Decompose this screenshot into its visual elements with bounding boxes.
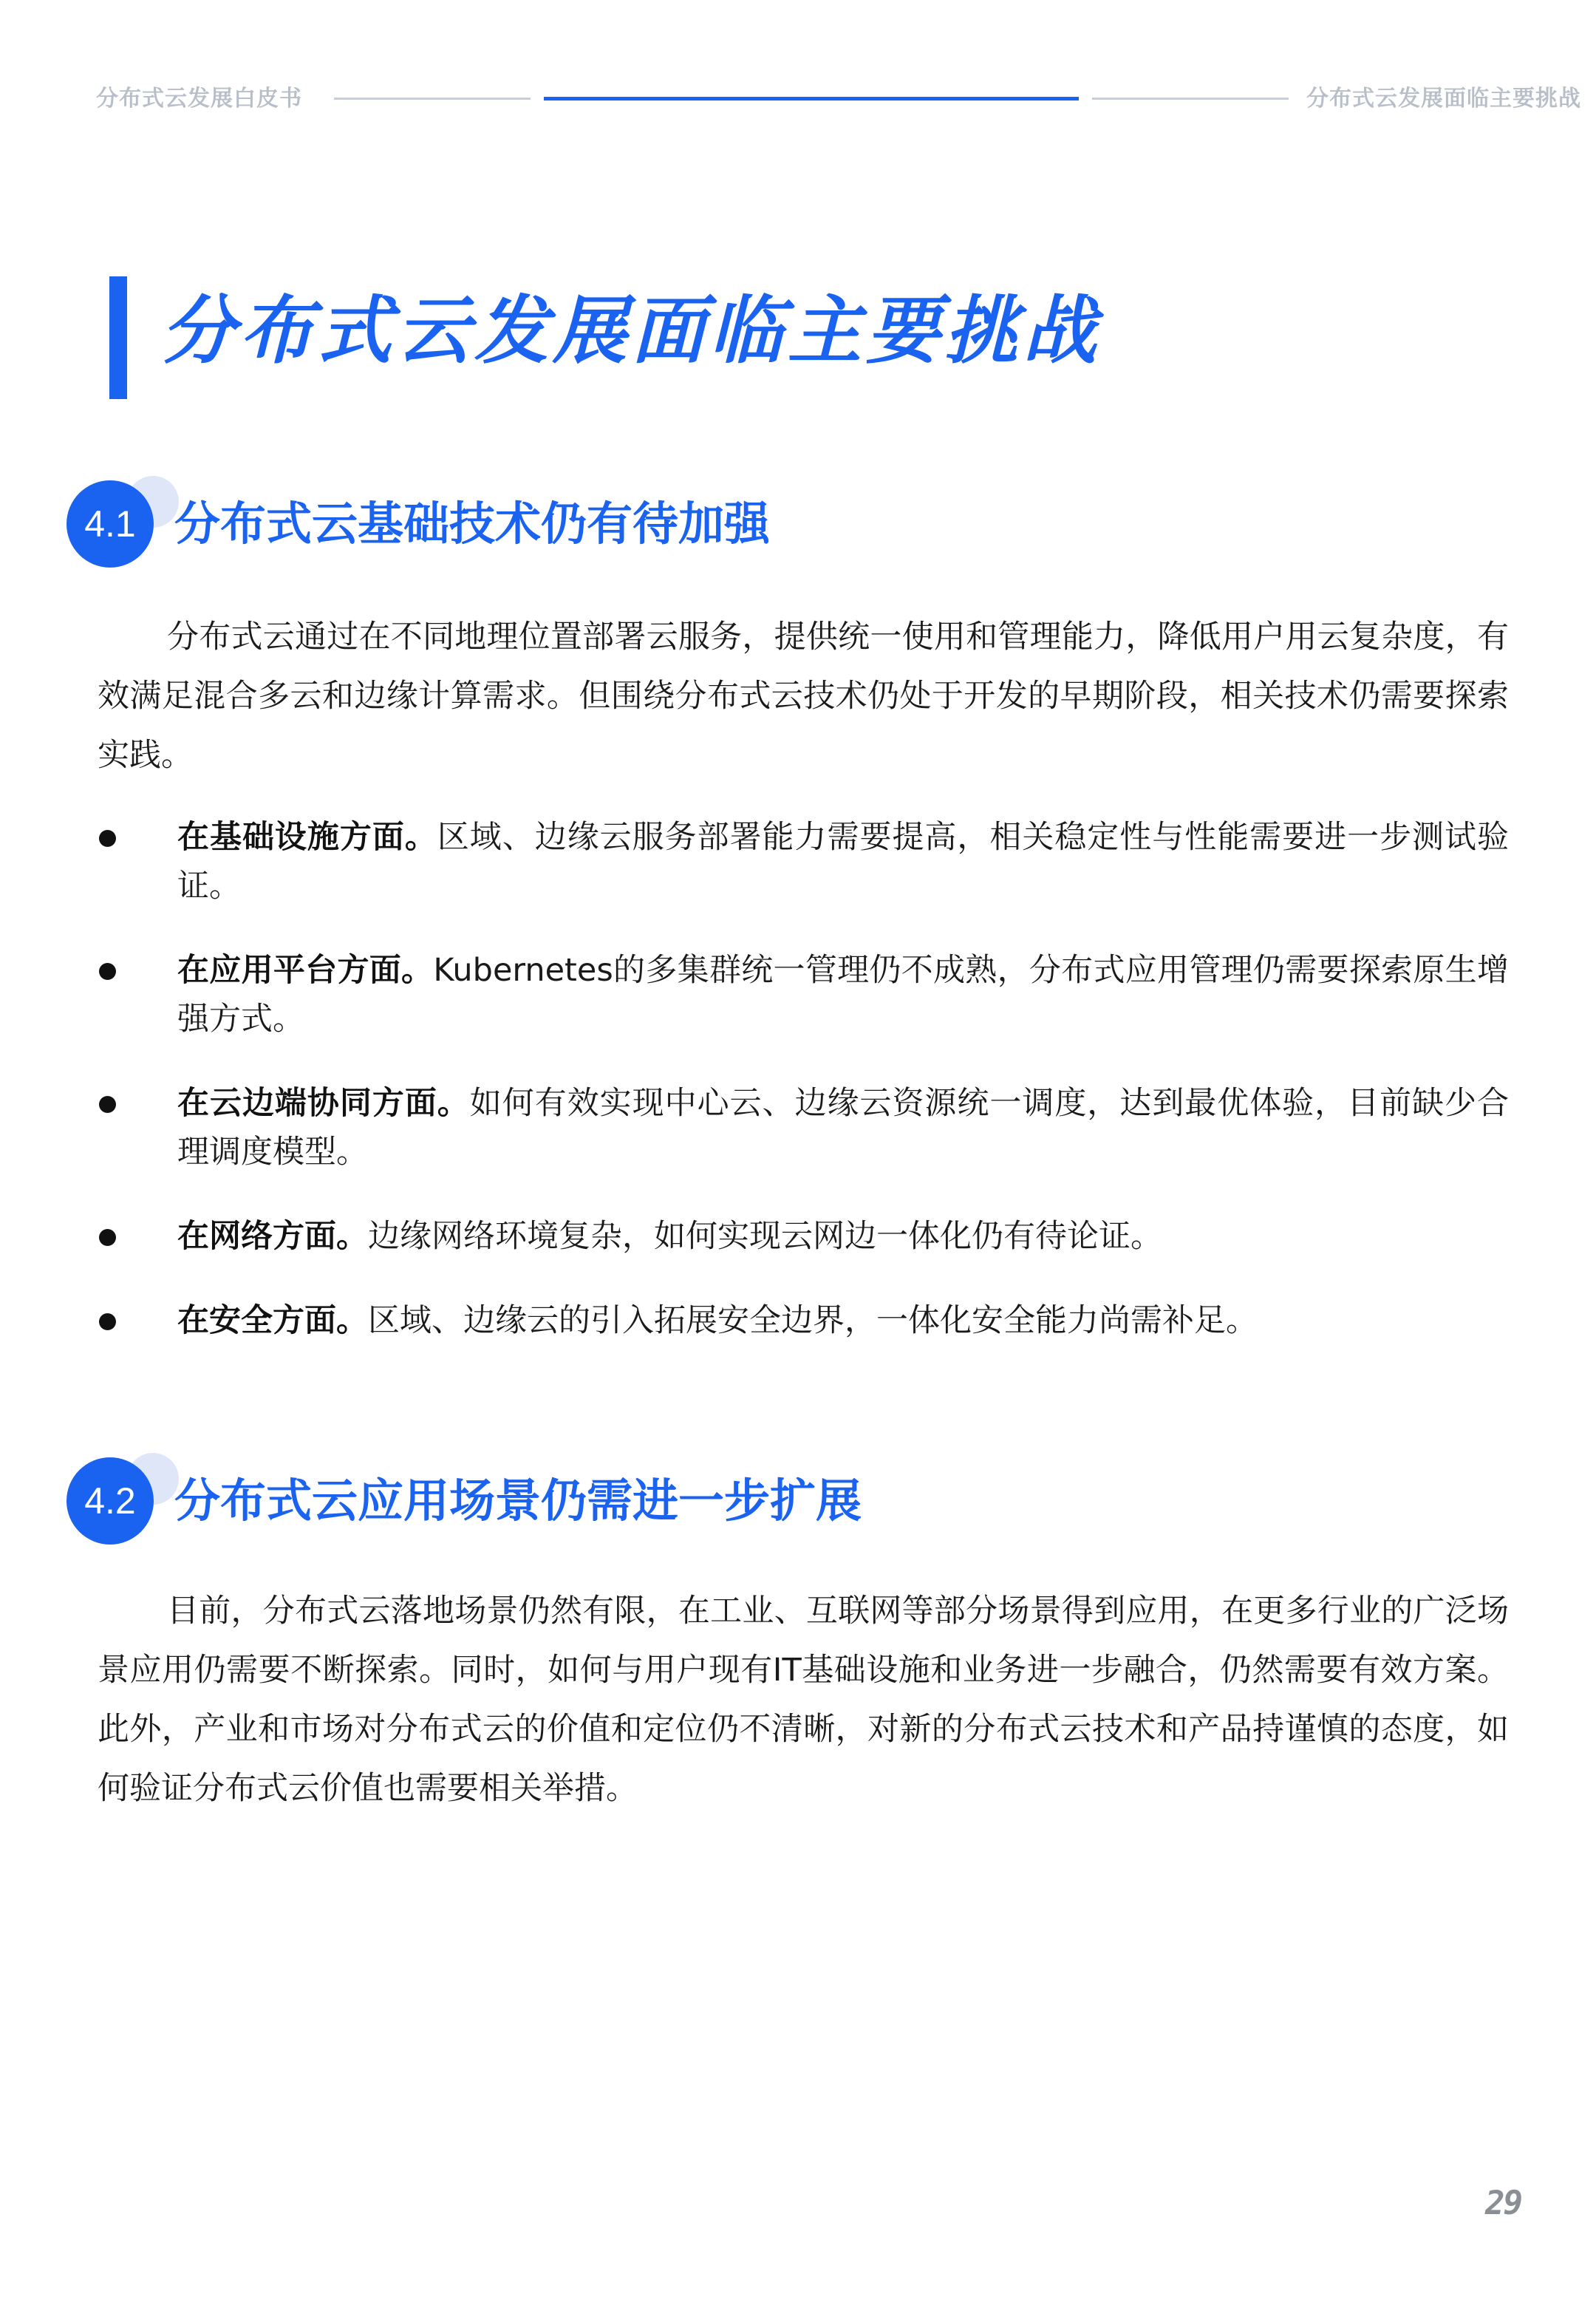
bullet-item: [98, 1079, 1509, 1177]
bullet-lead: 在安全方面。: [177, 1302, 368, 1339]
header-chapter-title: 分布式云发展面临主要挑战: [1306, 86, 1581, 112]
section-4-1-bullet-list: [98, 813, 1509, 1380]
bullet-text: Kubernetes的多集群统一管理仍不成熟，分布式应用管理仍需要探索原生增强方式。: [177, 952, 1509, 1038]
bullet-dot: [99, 1229, 116, 1246]
bullet-dot: [99, 1096, 116, 1113]
header-divider-accent: [544, 97, 1079, 101]
header-divider-left: [334, 98, 531, 100]
bullet-lead: 在云边端协同方面。: [177, 1085, 470, 1122]
bullet-item: [98, 1212, 1509, 1261]
bullet-text: 区域、边缘云的引入拓展安全边界，一体化安全能力尚需补足。: [368, 1302, 1258, 1339]
bullet-text: 区域、边缘云服务部署能力需要提高，相关稳定性与性能需要进一步测试验证。: [177, 819, 1510, 905]
bullet-item: [98, 946, 1509, 1043]
bullet-item: [98, 1296, 1509, 1345]
bullet-dot: [99, 1313, 116, 1330]
header-doc-title: 分布式云发展白皮书: [96, 86, 302, 112]
section-title: 分布式云应用场景仍需进一步扩展: [174, 1474, 862, 1528]
section-number-badge: 4.2: [66, 1457, 154, 1545]
section-title: 分布式云基础技术仍有待加强: [174, 497, 771, 551]
page-number: 29: [1485, 2185, 1521, 2222]
bullet-dot: [99, 830, 116, 847]
bullet-lead: 在应用平台方面。: [177, 952, 434, 989]
bullet-text: 边缘网络环境复杂，如何实现云网边一体化仍有待论证。: [368, 1218, 1162, 1255]
bullet-dot: [99, 963, 116, 980]
header-divider-right: [1092, 98, 1289, 100]
bullet-text: 如何有效实现中心云、边缘云资源统一调度，达到最优体验，目前缺少合理调度模型。: [177, 1085, 1510, 1171]
chapter-title: 分布式云发展面临主要挑战: [161, 287, 1101, 374]
bullet-lead: 在网络方面。: [177, 1218, 368, 1255]
section-4-2-paragraph: 目前，分布式云落地场景仍然有限，在工业、互联网等部分场景得到应用，在更多行业的广泛场景应用仍需要不断探索。同时，如何与用户现有IT基础设施和业务进一步融合，仍然需要有效方案。此外，产业和市场对分布式云的价值和定位仍不清晰，对新的分布式云技术和产品持谨慎的态度，如何验证分布式云价值也需要相关举措。: [98, 1593, 1509, 1807]
chapter-accent-bar: [109, 276, 127, 399]
bullet-lead: 在基础设施方面。: [177, 819, 437, 856]
section-4-1-paragraph: 分布式云通过在不同地理位置部署云服务，提供统一使用和管理能力，降低用户用云复杂度，有效满足混合多云和边缘计算需求。但围绕分布式云技术仍处于开发的早期阶段，相关技术仍需要探索实践。: [98, 619, 1509, 774]
section-number-badge: 4.1: [66, 480, 154, 568]
bullet-item: [98, 813, 1509, 910]
